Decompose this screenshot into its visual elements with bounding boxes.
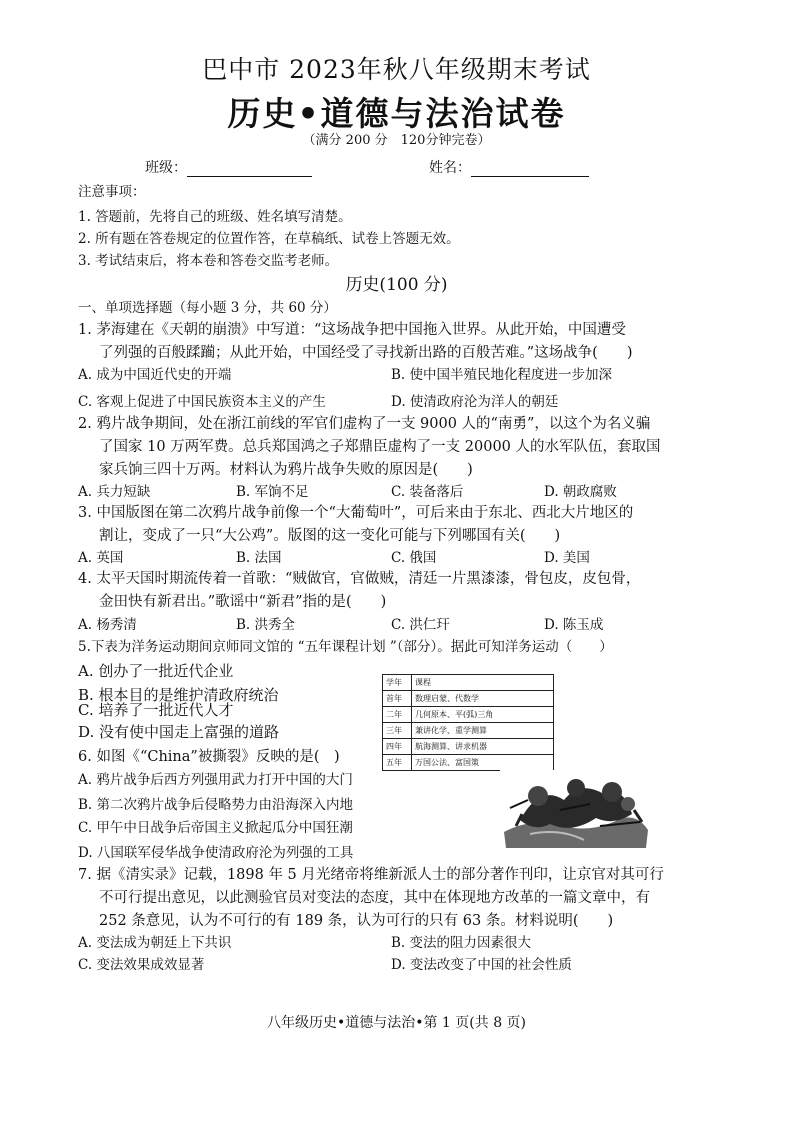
table-row	[383, 723, 554, 739]
name-blank[interactable]	[471, 162, 589, 177]
q1-option-d[interactable]: D. 使清政府沦为洋人的朝廷	[391, 394, 559, 410]
q2-option-d[interactable]: D. 朝政腐败	[544, 484, 617, 500]
score-time-note: （满分 200 分 120分钟完卷）	[302, 133, 491, 148]
class-blank[interactable]	[187, 162, 312, 177]
q4-option-c[interactable]: C. 洪仁玕	[391, 617, 450, 633]
part-heading: 一、单项选择题（每小题 3 分，共 60 分）	[78, 300, 337, 316]
question-1-stem: 1. 茅海建在《天朝的崩溃》中写道：“这场战争把中国拖入世界。从此开始，中国遭受	[78, 322, 626, 338]
table-cell: 首年	[383, 691, 412, 707]
question-4-stem: 4. 太平天国时期流传着一首歌：“贼做官，官做贼，清廷一片黑漆漆，骨包皮，皮包骨，	[78, 571, 641, 587]
q4-option-a[interactable]: A. 杨秀清	[78, 617, 137, 633]
table-cell: 数理启蒙、代数学	[412, 691, 554, 707]
table-cell: 航海测算、讲求机器	[412, 739, 554, 755]
q1-option-b[interactable]: B. 使中国半殖民地化程度进一步加深	[391, 367, 613, 383]
q7-option-c[interactable]: C. 变法效果成效显著	[78, 957, 205, 973]
table-cell: 万国公法、富国策	[412, 755, 554, 771]
question-7-stem: 不可行提出意见，以此测验官员对变法的态度，其中在体现地方改革的一篇文章中，有	[99, 890, 650, 906]
question-2-stem: 家兵饷三四十万两。材料认为鸦片战争失败的原因是( )	[99, 462, 473, 478]
table-cell: 三年	[383, 723, 412, 739]
q5-option-b[interactable]: B. 根本目的是维护清政府统治	[78, 686, 279, 704]
page-footer: 八年级历史•道德与法治•第 1 页(共 8 页)	[266, 1015, 527, 1031]
course-plan-table	[382, 674, 554, 771]
q6-option-d[interactable]: D. 八国联军侵华战争使清政府沦为列强的工具	[78, 845, 354, 861]
q6-option-c[interactable]: C. 甲午中日战争后帝国主义掀起瓜分中国狂潮	[78, 820, 353, 836]
question-2-stem: 了国家 10 万两军费。总兵郑国鸿之子郑鼎臣虚构了一支 20000 人的水军队伍，套取国	[99, 439, 661, 455]
q2-option-a[interactable]: A. 兵力短缺	[78, 484, 151, 500]
table-cell: 五年	[383, 755, 412, 771]
table-cell: 几何原本、平(弧)三角	[412, 707, 554, 723]
q5-option-c[interactable]: C. 培养了一批近代人才	[78, 701, 234, 719]
q6-option-b[interactable]: B. 第二次鸦片战争后侵略势力由沿海深入内地	[78, 797, 354, 813]
class-label: 班级：	[145, 160, 187, 176]
notes-heading: 注意事项：	[78, 184, 146, 200]
note-item: 3. 考试结束后，将本卷和答卷交监考老师。	[78, 253, 339, 269]
q5-option-d[interactable]: D. 没有使中国走上富强的道路	[78, 723, 280, 741]
note-item: 1. 答题前，先将自己的班级、姓名填写清楚。	[78, 209, 352, 225]
table-row	[383, 707, 554, 723]
question-2-stem: 2. 鸦片战争期间，处在浙江前线的军官们虚构了一支 9000 人的“南勇”，以这个为名义骗	[78, 416, 651, 432]
q7-option-d[interactable]: D. 变法改变了中国的社会性质	[391, 957, 572, 973]
q2-option-c[interactable]: C. 装备落后	[391, 484, 464, 500]
table-cell: 二年	[383, 707, 412, 723]
note-item: 2. 所有题在答卷规定的位置作答，在草稿纸、试卷上答题无效。	[78, 231, 460, 247]
table-cell: 四年	[383, 739, 412, 755]
q3-option-c[interactable]: C. 俄国	[391, 550, 437, 566]
q4-option-d[interactable]: D. 陈玉成	[544, 617, 604, 633]
question-3-stem: 割让，变成了一只“大公鸡”。版图的这一变化可能与下列哪国有关( )	[99, 528, 561, 544]
table-cell: 兼讲化学、重学测算	[412, 723, 554, 739]
class-field	[145, 157, 312, 177]
q7-option-b[interactable]: B. 变法的阻力因素很大	[391, 935, 532, 951]
question-5-stem: 5.下表为洋务运动期间京师同文馆的 “五年课程计划 ”（部分）。据此可知洋务运动（ ）	[78, 639, 613, 655]
table-header-cell: 学年	[383, 675, 412, 691]
section-title: 历史(100 分)	[345, 275, 448, 295]
exam-title: 巴中市 2023年秋八年级期末考试	[202, 55, 591, 84]
table-header-row	[383, 675, 554, 691]
question-1-stem: 了列强的百般蹂躏；从此开始，中国经受了寻找新出路的百般苦难。”这场战争( )	[99, 345, 633, 361]
table-row	[383, 755, 554, 771]
q5-option-a[interactable]: A. 创办了一批近代企业	[78, 662, 234, 680]
q3-option-a[interactable]: A. 英国	[78, 550, 124, 566]
name-label: 姓名：	[429, 160, 471, 176]
q2-option-b[interactable]: B. 军饷不足	[236, 484, 309, 500]
question-4-stem: 金田快有新君出。”歌谣中“新君”指的是( )	[99, 594, 387, 610]
table-row	[383, 691, 554, 707]
q1-option-a[interactable]: A. 成为中国近代史的开端	[78, 367, 232, 383]
paper-title: 历史•道德与法治试卷	[227, 94, 566, 133]
question-7-stem: 252 条意见，认为不可行的有 189 条，认为可行的只有 63 条。材料说明( )	[99, 913, 614, 929]
q7-option-a[interactable]: A. 变法成为朝廷上下共识	[78, 935, 232, 951]
table-header-cell: 课程	[412, 675, 554, 691]
name-field	[429, 157, 589, 177]
q3-option-d[interactable]: D. 美国	[544, 550, 590, 566]
question-7-stem: 7. 据《清实录》记载，1898 年 5 月光绪帝将维新派人士的部分著作刊印，让京官对其可行	[78, 867, 664, 883]
question-6-stem: 6. 如图《“China”被撕裂》反映的是( )	[78, 749, 340, 765]
q3-option-b[interactable]: B. 法国	[236, 550, 282, 566]
table-row	[383, 739, 554, 755]
q1-option-c[interactable]: C. 客观上促进了中国民族资本主义的产生	[78, 394, 326, 410]
q6-option-a[interactable]: A. 鸦片战争后西方列强用武力打开中国的大门	[78, 772, 353, 788]
q4-option-b[interactable]: B. 洪秀全	[236, 617, 296, 633]
china-torn-cartoon	[500, 770, 650, 852]
question-3-stem: 3. 中国版图在第二次鸦片战争前像一个“大葡萄叶”，可后来由于东北、西北大片地区的	[78, 505, 634, 521]
